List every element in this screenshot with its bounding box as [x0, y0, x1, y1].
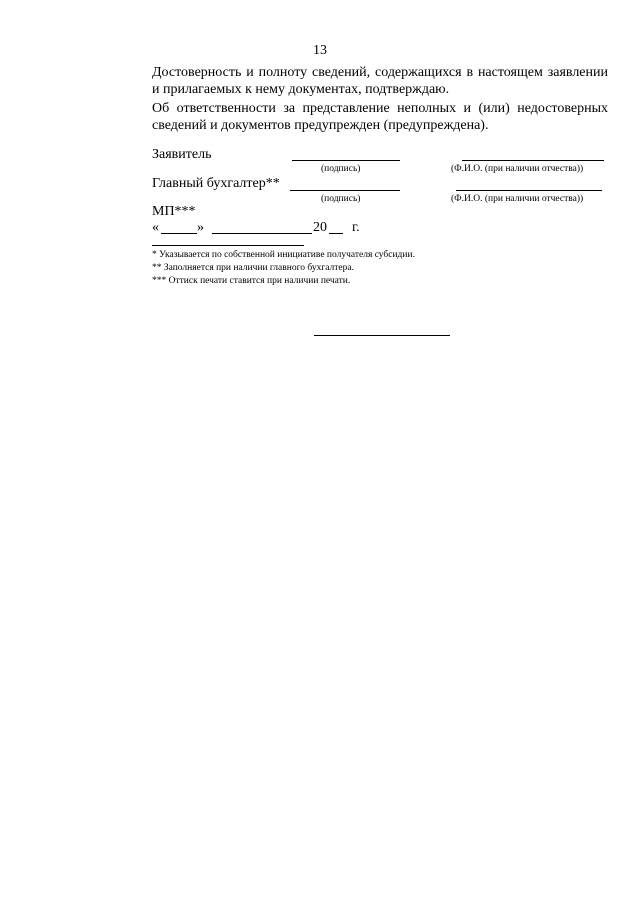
footnote-1: * Указывается по собственной инициативе получателя субсидии. [152, 250, 415, 260]
confirmation-paragraph: Достоверность и полноту сведений, содержащихся в настоящем заявлении и прилагаемых к нему документах, подтверждаю. [152, 65, 608, 97]
date-month-line [212, 233, 312, 234]
date-year-prefix: 20 [313, 220, 327, 235]
stamp-label: МП*** [152, 204, 196, 219]
date-year-suffix: г. [352, 220, 360, 235]
accountant-label: Главный бухгалтер** [152, 176, 280, 191]
footnote-3: *** Оттиск печати ставится при наличии печати. [152, 276, 351, 286]
applicant-signature-line [292, 160, 400, 161]
accountant-name-line [456, 190, 602, 191]
applicant-signature-caption: (подпись) [321, 164, 361, 174]
page-number: 13 [313, 43, 327, 58]
accountant-signature-caption: (подпись) [321, 194, 361, 204]
date-open-quote: « [152, 220, 159, 235]
footnote-2: ** Заполняется при наличии главного бухгалтера. [152, 263, 354, 273]
end-separator [314, 335, 450, 336]
accountant-signature-line [290, 190, 400, 191]
accountant-name-caption: (Ф.И.О. (при наличии отчества)) [451, 194, 584, 204]
date-close-quote: » [197, 220, 204, 235]
date-day-line [161, 233, 197, 234]
applicant-label: Заявитель [152, 147, 212, 162]
date-year-line [329, 233, 343, 234]
footnote-separator [152, 245, 304, 246]
applicant-name-line [462, 160, 604, 161]
responsibility-paragraph: Об ответственности за представление неполных и (или) недостоверных сведений и документов предупрежден (предупреждена). [152, 101, 608, 133]
applicant-name-caption: (Ф.И.О. (при наличии отчества)) [451, 164, 584, 174]
